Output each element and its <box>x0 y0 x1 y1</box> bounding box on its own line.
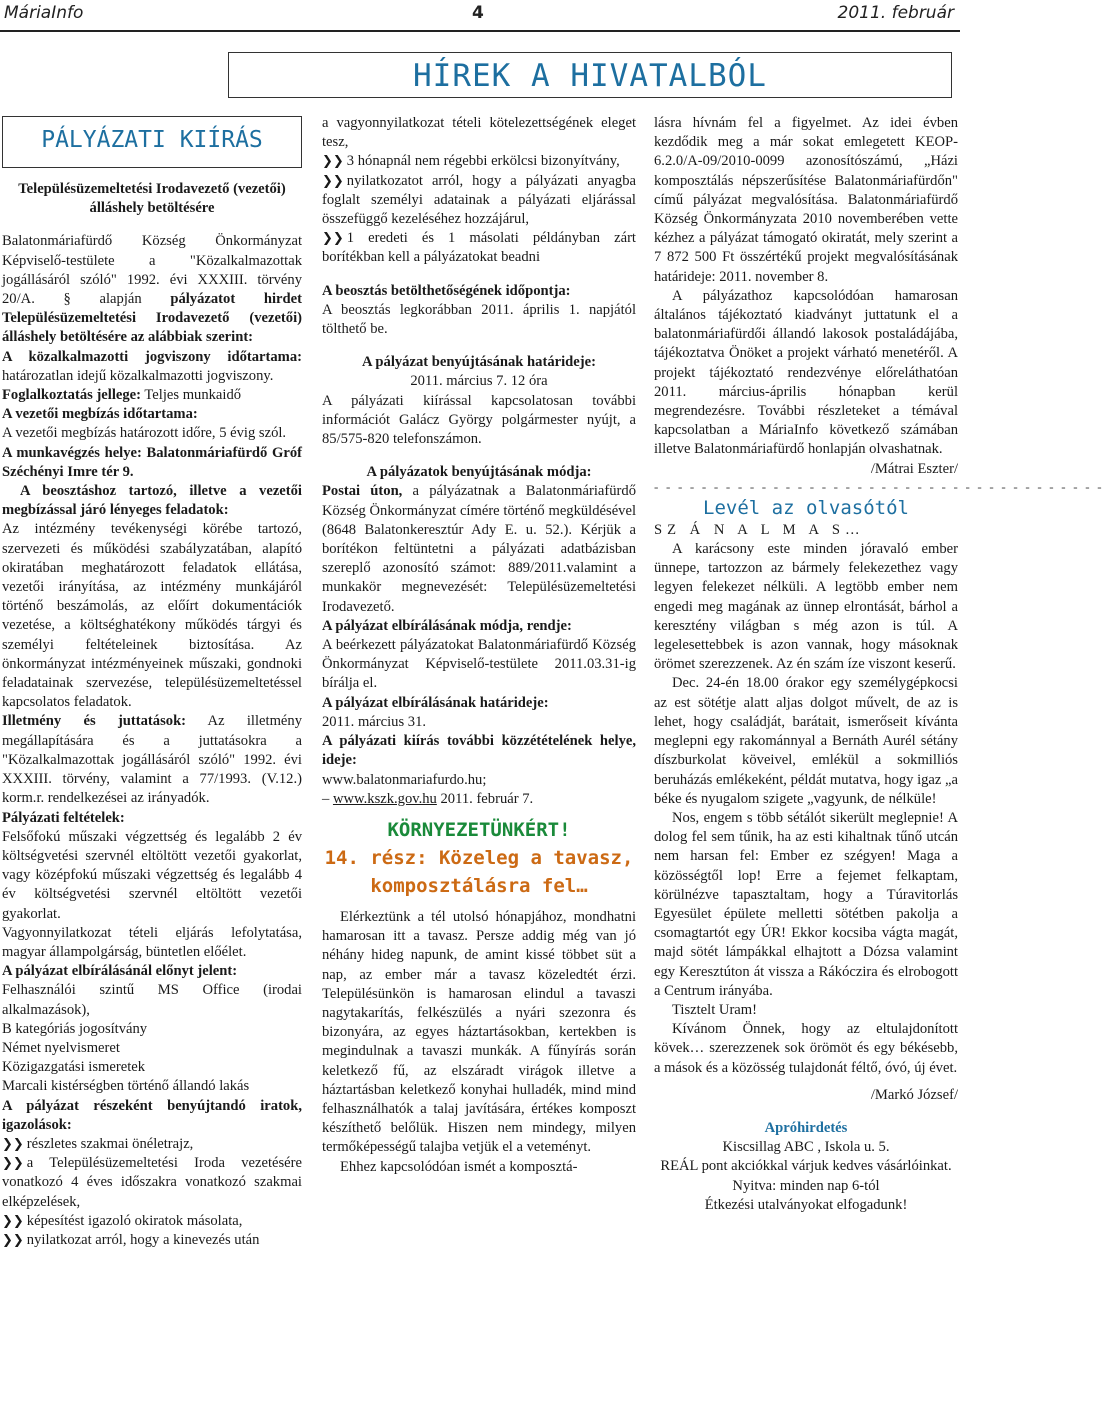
mandate-value: A vezetői megbízás határozott időre, 5 évig szól. <box>2 425 287 442</box>
continued-text: a vagyonnyilatkozat tételi kötelezettségének eleget tesz, <box>322 115 636 151</box>
ad-line: Kiscsillag ABC , Iskola u. 5. <box>722 1139 890 1156</box>
publication-name: MáriaInfo <box>4 3 84 23</box>
employment-duration: A közalkalmazotti jogviszony időtartama: határozatlan idejű közalkalmazotti jogviszony. <box>2 348 302 384</box>
ad-line: Étkezési utalványokat elfogadunk! <box>704 1196 908 1213</box>
environment-title: KÖRNYEZETÜNKÉRT! <box>387 818 571 841</box>
publication-label: A pályázati kiírás további közzétételének helye, ideje: <box>322 733 636 769</box>
start-date-value: A beosztás legkorábban 2011. április 1. napjától tölthető be. <box>322 301 636 338</box>
environment-article-2: Ehhez kapcsolódóan ismét a komposztá- <box>340 1158 578 1175</box>
section-banner: HÍREK A HIVATALBÓL <box>228 52 952 98</box>
kszk-link[interactable]: www.kszk.gov.hu <box>332 790 437 807</box>
publication-site: www.balatonmariafurdo.hu; <box>322 771 487 788</box>
advantage-item: Német nyelvismeret <box>2 1039 120 1056</box>
conditions-text-2: Vagyonnyilatkozat tételi eljárás lefolytatása, magyar állampolgárság, büntetlen előélet. <box>2 924 302 960</box>
letter-title: Levél az olvasótól <box>703 496 909 519</box>
page-number: 4 <box>472 3 484 23</box>
header-divider <box>0 30 960 32</box>
letter-paragraph: Tisztelt Uram! <box>672 1001 757 1018</box>
column-letters <box>654 114 1104 1215</box>
duties-label: A beosztáshoz tartozó, illetve a vezetői megbízással járó lényeges feladatok: <box>2 483 302 519</box>
ad-line: REÁL pont akciókkal várjuk kedves vásárlóinkat. <box>660 1158 952 1175</box>
environment-article: Elérkeztünk a tél utolsó hónapjához, mondhatni hamarosan itt a tavasz. Persze addig még van jó néhány hideg napunk, de amint kissé többet süt a nap, az ember már a tavasz közeledtét érzi. Településünkön is hamarosan elindul a tavaszi nagytakarítás, felkészülés a nyári szezonra és bizonyára, az egyes háztartásokban, kertekben is megindulnak a tavaszi munkák. A fűnyírás során keletkező fű, az elszáradt virágok illetve a háztartásban keletkező konyhai hulladék, mind mind felhasználhatók a talaj javítására, értékes komposzt készíthető belőlük. Hiszen nem mindegy, milyen termőképességű talajba vetjük el a veteményt. <box>322 908 636 1156</box>
requirement-item: ❯❯ 3 hónapnál nem régebbi erkölcsi bizonyítvány, <box>322 153 620 170</box>
submission-method-text: Postai úton, a pályázatnak a Balatonmáriafürdő Község Önkormányzat címére történő megküldésével (8648 Balatonkeresztúr Ady E. u. 52.). Kérjük a borítékon feltüntetni a pályázati adatbázisban szereplő azonosító számot: 889/2011.valamint a munkakör megnevezését: Településüzemeltetési Irodavezető. <box>322 483 636 615</box>
judging-deadline-label: A pályázat elbírálásának határideje: <box>322 694 549 711</box>
environment-subtitle-2: komposztálásra fel… <box>370 874 588 897</box>
document-item: ❯❯ részletes szakmai önéletrajz, <box>2 1135 194 1152</box>
submission-method-label: A pályázatok benyújtásának módja: <box>366 464 592 481</box>
workplace: A munkavégzés helye: Balatonmáriafürdő Gróf Széchényi Imre tér 9. <box>2 444 302 480</box>
job-posting-title-box: PÁLYÁZATI KIÍRÁS <box>2 116 302 168</box>
environment-subtitle-1: 14. rész: Közeleg a tavasz, <box>324 846 634 869</box>
conditions-label: Pályázati feltételek: <box>2 809 125 826</box>
judging-text: A beérkezett pályázatokat Balatonmáriafürdő Község Önkormányzat Képviselő-testülete 2011.03.31-ig bírálja el. <box>322 637 636 692</box>
publication-link-line: – www.kszk.gov.hu 2011. február 7. <box>322 790 534 807</box>
judging-label: A pályázat elbírálásának módja, rendje: <box>322 617 572 634</box>
double-chevron-icon: ❯❯ <box>322 154 344 170</box>
double-chevron-icon: ❯❯ <box>2 1213 24 1229</box>
double-chevron-icon: ❯❯ <box>2 1136 24 1152</box>
letter-paragraph: Dec. 24-én 18.00 órakor egy személygépkocsi az est sötétje alatt aljas dolgot művelt, de az is lehet, hogy családját, barátait, ismerőseit kívánta meglepni egy rakománnyal a Bernáth Aurél sétány díszburkolat köveivel, emlékül a sokmilliós beruházás emlékeként, példát mutatva, hogy igaz „a béke és nyugalom szigete „vagyunk, de nélküle! <box>654 675 958 807</box>
employment-type: Foglalkoztatás jellege: Teljes munkaidő <box>2 387 242 404</box>
requirement-item: ❯❯ nyilatkozatot arról, hogy a pályázati anyagba foglalt személyi adatainak a pályázati eljárással összefüggő kezeléséhez hozzájárul, <box>322 172 636 228</box>
document-item: ❯❯ nyilatkozat arról, hogy a kinevezés után <box>2 1231 260 1248</box>
column-posting-continued <box>322 114 636 1177</box>
section-divider: - - - - - - - - - - - - - - - - - - - - - - - - - - - - - - - - - - - - - - <box>654 478 1104 494</box>
double-chevron-icon: ❯❯ <box>322 231 344 247</box>
ads-title: Apróhirdetés <box>764 1119 848 1136</box>
duties-text: Az intézmény tevékenységi körébe tartozó, szervezeti és működési szabályzatában, alapító okiratában meghatározott feladatok ellátása, vezetői irányítása, az intézmény munkájáról történő beszámolás, az előírt dokumentációk vezetése, a költséghatékony működés tárgyi és személyi feltételeinek biztosítása. Az önkormányzat intézményeinek műszaki, gondnoki feladatainak szervezése, településüzemeltetéssel kapcsolatos feladatok. <box>2 521 302 711</box>
compost-continued: lásra hívnám fel a figyelmet. Az idei évben kezdődik meg a már sokat emlegetett KEOP-6.2.0/A-09/2010-0099 azonosítószámú, „Házi komposztálás népszerűsítése Balatonmáriafürdőn" című pályázat megvalósítása. Balatonmáriafürdő Község Önkormányzata 2010 novemberében vette kézhez a pályázat támogató okiratát, mely szerint a 7 872 500 Ft összértékű projekt megvalósításának határideje: 2011. november 8. <box>654 115 958 285</box>
advantage-item: Felhasználói szintű MS Office (irodai alkalmazások), <box>2 982 302 1018</box>
document-item: ❯❯ a Településüzemeltetési Iroda vezetésére vonatkozó 4 éves időszakra vonatkozó szakmai elképzelések, <box>2 1155 302 1210</box>
advantage-item: Marcali kistérségben történő állandó lakás <box>2 1078 250 1095</box>
salary: Illetmény és juttatások: Az illetmény megállapítására és a juttatásokra a "Közalkalmazottak jogállásáról szóló" 1992. évi XXXIII. törvény, valamint a 77/1993. (V.12.) korm.r. rendelkezései az irányadók. <box>2 713 302 807</box>
intro-paragraph: Balatonmáriafürdő Község Önkormányzat Képviselő-testülete a "Közalkalmazottak jogállásáról szóló" 1992. évi XXXIII. törvény 20/A. § alapján pályázatot hirdet Településüzemeltetési Irodavezető (vezetői) álláshely betöltésére az alábbiak szerint: <box>2 233 302 346</box>
judging-deadline-value: 2011. március 31. <box>322 713 427 730</box>
letter-paragraph: A karácsony este minden jóravaló ember ünnepe, tartozzon az bármely felekezethez vagy legyen felekezet nélküli. A legtöbb ember nem engedi meg magának az ünnep elrontását, bárhol a keresztény világban s még azon is túl. A legelesettebbek is azon vannak, hogy másoknak örömet szerezzenek. Az én szám íze viszont keserű. <box>654 541 958 673</box>
issue-date: 2011. február <box>837 3 954 23</box>
compost-continued-2: A pályázathoz kapcsolódóan hamarosan általános tájékoztató kiadványt juttatunk el a balatonmáriafürdői állandó lakosok postaládájába, tájékoztatva Önöket a projekt várható menetéről. A projekt tájékoztató rendezvénye előreláthatóan 2011. március-április hónapban kerül megrendezésre. További részleteket a témával kapcsolatban a MáriaInfo következő számában illetve Balatonmáriafürdő honlapján olvashatnak. <box>654 287 958 458</box>
advantage-item: Közigazgatási ismeretek <box>2 1059 146 1076</box>
letter-salutation: SZ Á N A L M A S… <box>654 521 865 538</box>
advantage-item: B kategóriás jogosítvány <box>2 1020 148 1037</box>
start-date-label: A beosztás betölthetőségének időpontja: <box>322 282 571 299</box>
ad-line: Nyitva: minden nap 6-tól <box>732 1177 880 1194</box>
requirement-item: ❯❯ 1 eredeti és 1 másolati példányban zárt borítékban kell a pályázatokat beadni <box>322 230 636 266</box>
double-chevron-icon: ❯❯ <box>2 1232 24 1248</box>
document-item: ❯❯ képesítést igazoló okiratok másolata, <box>2 1212 243 1229</box>
deadline-label: A pályázat benyújtásának határideje: <box>362 354 596 371</box>
deadline-value: 2011. március 7. 12 óra <box>410 373 548 390</box>
documents-label: A pályázat részeként benyújtandó iratok, igazolások: <box>2 1097 302 1133</box>
advantages-label: A pályázat elbírálásánál előnyt jelent: <box>2 963 238 980</box>
letter-paragraph: Nos, engem s több sétálót sikerült meglepnie! A dolog fel sem tűnik, ha az esti kihaltnak tűnő utcán nem harsan fel: Ember ez szégyen! Maga a közösségtől lop! Erre a fejemet felkaptam, körülnézve tapasztaltam, hogy a Túravitorlás Egyesület épülete melletti sötétben pakolja a csomagtartót egy ÚR! Ekkor kocsiba vágta magát, majd sötét lámpákkal elhajtott a Dózsa valamint egy Keresztúton át vissza a Rákóczira és elrobogott a Centrum irányába. <box>654 809 958 999</box>
letter-paragraph: Kívánom Önnek, hogy az eltulajdonított kövek… szerezzenek sok örömöt és egy békésebb, a mások és a közösség tulajdonát féltő, óvó, új évet. <box>654 1021 958 1076</box>
double-chevron-icon: ❯❯ <box>322 173 344 189</box>
mandate-label: A vezetői megbízás időtartama: <box>2 406 198 423</box>
column-job-posting <box>2 114 302 1250</box>
signature-marko: /Markó József/ <box>870 1086 958 1103</box>
conditions-text: Felsőfokú műszaki végzettség és legalább 2 év költségvetési szervnél eltöltött vezetői gyakorlat, vagy középfokú műszaki végzettség és legalább 4 év költségvetési szervnél eltöltött vezetői gyakorlat. <box>2 828 302 922</box>
job-posting-heading: Településüzemeltetési Irodavezető (vezetői) álláshely betöltésére <box>18 181 286 217</box>
signature-matrai: /Mátrai Eszter/ <box>870 460 958 477</box>
double-chevron-icon: ❯❯ <box>2 1156 24 1172</box>
info-text: A pályázati kiírással kapcsolatosan további információt Galácz György polgármester nyújt, a 85/575-820 telefonszámon. <box>322 392 636 448</box>
page-header <box>0 0 960 30</box>
